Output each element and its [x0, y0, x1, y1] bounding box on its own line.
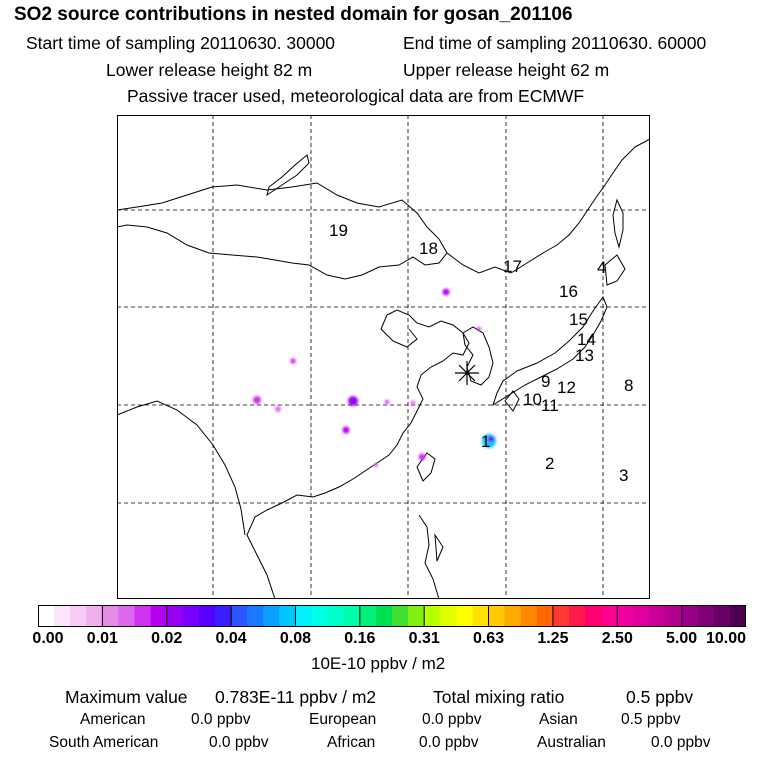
australian-value: 0.0 ppbv	[651, 734, 711, 751]
colorbar-cell	[183, 605, 200, 627]
region-label: 9	[541, 372, 551, 391]
region-label: 11	[541, 396, 559, 415]
colorbar-cell	[86, 605, 103, 627]
max-value-label: Maximum value	[65, 687, 188, 707]
start-time-label: Start time of sampling 20110630. 30000	[26, 33, 336, 53]
colorbar	[38, 605, 746, 627]
max-value: 0.783E-11 ppbv / m2	[215, 687, 377, 707]
colorbar-cell	[424, 605, 441, 627]
colorbar-cell	[102, 605, 119, 627]
colorbar-tick-label: 5.00	[666, 630, 698, 647]
region-label: 14	[577, 330, 596, 349]
colorbar-cell	[505, 605, 522, 627]
colorbar-cell	[135, 605, 152, 627]
map-frame	[118, 116, 650, 599]
plot-title: SO2 source contributions in nested domain for gosan_201106	[14, 4, 573, 25]
colorbar-cell	[54, 605, 71, 627]
colorbar-cell	[633, 605, 650, 627]
colorbar-tick-label: 10.00	[705, 630, 747, 647]
region-label: 16	[559, 282, 578, 301]
colorbar-cell	[585, 605, 602, 627]
region-label: 13	[575, 346, 594, 365]
american-value: 0.0 ppbv	[191, 711, 251, 728]
colorbar-cell	[617, 605, 634, 627]
colorbar-cell	[553, 605, 570, 627]
colorbar-tick-label: 0.02	[151, 630, 183, 647]
colorbar-cell	[151, 605, 168, 627]
colorbar-tick-label: 0.16	[344, 630, 376, 647]
region-label: 18	[419, 239, 438, 258]
colorbar-cell	[247, 605, 264, 627]
total-mixing-label: Total mixing ratio	[433, 687, 565, 707]
colorbar-cell	[698, 605, 715, 627]
lower-height-label: Lower release height 82 m	[106, 60, 313, 80]
colorbar-tick-label: 0.01	[86, 630, 118, 647]
colorbar-unit: 10E-10 ppbv / m2	[311, 654, 446, 673]
colorbar-tick-label: 0.31	[408, 630, 440, 647]
region-label: 12	[557, 378, 576, 397]
colorbar-cell	[295, 605, 312, 627]
colorbar-cell	[215, 605, 232, 627]
colorbar-cell	[376, 605, 393, 627]
colorbar-cell	[601, 605, 618, 627]
asian-label: Asian	[539, 711, 578, 728]
colorbar-cell	[167, 605, 184, 627]
region-label: 4	[597, 258, 607, 277]
european-value: 0.0 ppbv	[422, 711, 482, 728]
colorbar-tick-label: 1.25	[537, 630, 569, 647]
colorbar-cell	[537, 605, 554, 627]
colorbar-cell	[263, 605, 280, 627]
colorbar-cell	[714, 605, 731, 627]
american-label: American	[80, 711, 146, 728]
colorbar-cell	[328, 605, 345, 627]
region-label: 1	[481, 432, 491, 451]
colorbar-cell	[569, 605, 586, 627]
colorbar-cell	[38, 605, 55, 627]
colorbar-cell	[666, 605, 683, 627]
colorbar-cell	[70, 605, 87, 627]
colorbar-cell	[199, 605, 216, 627]
meteo-note: Passive tracer used, meteorological data are from ECMWF	[127, 86, 585, 106]
african-label: African	[327, 734, 376, 751]
map-panel	[117, 115, 650, 599]
colorbar-cell	[456, 605, 473, 627]
colorbar-cell	[392, 605, 409, 627]
colorbar-tick-label: 0.63	[472, 630, 505, 647]
colorbar-cell	[408, 605, 425, 627]
end-time-label: End time of sampling 20110630. 60000	[403, 33, 707, 53]
region-label: 3	[619, 466, 629, 485]
region-label: 19	[329, 221, 348, 240]
colorbar-cell	[231, 605, 248, 627]
region-label: 8	[624, 376, 634, 395]
colorbar-cell	[489, 605, 506, 627]
colorbar-cell	[649, 605, 666, 627]
african-value: 0.0 ppbv	[419, 734, 479, 751]
region-label: 17	[503, 257, 522, 276]
colorbar-cell	[344, 605, 361, 627]
region-label: 2	[545, 454, 555, 473]
colorbar-tick-label: 0.08	[279, 630, 312, 647]
colorbar-cell	[521, 605, 538, 627]
region-label: 15	[569, 310, 588, 329]
australian-label: Australian	[537, 734, 606, 751]
colorbar-cell	[440, 605, 457, 627]
south-american-value: 0.0 ppbv	[209, 734, 269, 751]
asian-value: 0.5 ppbv	[621, 711, 681, 728]
colorbar-cell	[279, 605, 296, 627]
colorbar-cell	[472, 605, 489, 627]
colorbar-tick-label: 0.00	[32, 630, 64, 647]
south-american-label: South American	[49, 734, 159, 751]
region-label: 10	[523, 390, 542, 409]
european-label: European	[309, 711, 377, 728]
colorbar-cell	[360, 605, 377, 627]
colorbar-cell	[312, 605, 329, 627]
total-mixing-value: 0.5 ppbv	[626, 687, 694, 707]
colorbar-cell	[682, 605, 699, 627]
colorbar-tick-label: 2.50	[601, 630, 633, 647]
colorbar-cell	[118, 605, 135, 627]
colorbar-cell	[730, 605, 746, 627]
colorbar-tick-label: 0.04	[215, 630, 247, 647]
upper-height-label: Upper release height 62 m	[403, 60, 610, 80]
